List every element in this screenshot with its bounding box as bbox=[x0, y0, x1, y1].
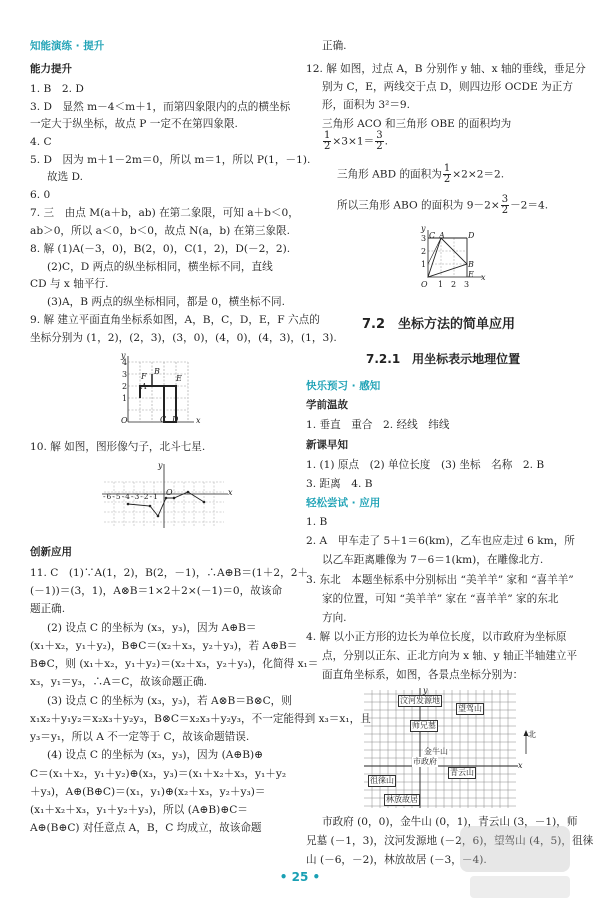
fig12-tick: 3 bbox=[421, 234, 427, 243]
fig10-x-label: x bbox=[228, 488, 233, 497]
map-label-linfang: 林放故居 bbox=[386, 795, 418, 804]
fig10-origin: O bbox=[166, 488, 173, 497]
map-label-shixiong: 师兄墓 bbox=[412, 721, 436, 730]
answer-line: 4. 解 以小正方形的边长为单位长度，以市政府为坐标原 bbox=[306, 631, 567, 643]
answer-line: 坐标分别为 (1，2)，(2，3)，(3，0)，(4，0)，(4，3)，(1，3). bbox=[30, 332, 337, 344]
answer-line: 题正确. bbox=[30, 603, 66, 615]
answer-line: (x₁＋x₂，y₁＋y₂)，B⊕C＝(x₂＋x₃，y₂＋y₃)，若 A⊕B＝ bbox=[30, 640, 298, 652]
answer-line: x₁x₂＋y₁y₂＝x₂x₃＋y₂y₃，B⊗C＝x₂x₃＋y₂y₃，不一定能得到 x₃＝x₁，且 bbox=[30, 713, 371, 725]
answer-line: 5. D 因为 m＋1－2m＝0，所以 m＝1，所以 P(1，－1). bbox=[30, 154, 311, 166]
section-heading: 7.2.1 用坐标表示地理位置 bbox=[366, 352, 521, 366]
answer-line: 3. D 显然 m－4＜m＋1，而第四象限内的点的横坐标 bbox=[30, 101, 291, 113]
fig12-tick: 2 bbox=[421, 247, 427, 256]
fig9-tick: 2 bbox=[122, 382, 128, 391]
fig9-origin: O bbox=[121, 416, 128, 425]
answer-line: ab＞0，所以 a＜0，b＜0，故点 N(a，b) 在第三象限. bbox=[30, 225, 291, 237]
fig9-point-b: B bbox=[154, 367, 160, 376]
fig9-tick: 1 bbox=[122, 394, 128, 403]
answer-line: 2. A 甲车走了 5＋1＝6(km)，乙车也应走过 6 km，所 bbox=[306, 535, 575, 547]
answer-line: 形，面积为 3²＝9. bbox=[322, 99, 411, 111]
fig9-tick: 3 bbox=[122, 370, 128, 379]
answer-line: ＋y₃)，A⊕(B⊕C)＝(x₁，y₁)⊕(x₂＋x₃，y₂＋y₃)＝ bbox=[30, 786, 266, 798]
fig12-x-label: x bbox=[481, 273, 486, 282]
answer-line: 山 (－6，－2)，林放故居 (－3，－4). bbox=[306, 854, 487, 866]
answer-line: 一定大于纵坐标，故点 P 一定不在第四象限. bbox=[30, 118, 238, 130]
fig9-point-c: C bbox=[160, 415, 167, 424]
figure-9-grid bbox=[118, 352, 198, 432]
map-label-shizhengfu: 市政府 bbox=[413, 757, 437, 766]
answer-line: x₃，y₁＝y₃，∴A＝C，故该命题正确. bbox=[30, 676, 207, 688]
fig12-point-b: B bbox=[468, 260, 474, 269]
section-test: 轻松尝试 · 应用 bbox=[306, 497, 381, 509]
heading-innovate: 创新应用 bbox=[30, 546, 72, 558]
answer-line: 1. B bbox=[306, 516, 328, 528]
answer-line: 以乙车距离雕像为 7－6＝1(km)，在雕像北方. bbox=[322, 554, 544, 566]
answer-line: C＝(x₁＋x₂，y₁＋y₂)⊕(x₃，y₃)＝(x₁＋x₂＋x₃，y₁＋y₂ bbox=[30, 768, 287, 780]
answer-line: 家的位置，可知 “美羊羊” 家在 “喜羊羊” 家的东北 bbox=[322, 593, 559, 605]
answer-line: (3) 设点 C 的坐标为 (x₃，y₃)，若 A⊗B＝B⊗C，则 bbox=[47, 695, 292, 707]
fig12-point-e: E bbox=[468, 270, 474, 279]
answer-line: CD 与 x 轴平行. bbox=[30, 278, 109, 290]
answer-line: 兄墓 (－1，3)，汶河发源地 (－2，6)，望驾山 (4，5)，徂徕 bbox=[306, 835, 594, 847]
formula-2: 三角形 ABD 的面积为 $\frac{1}{2}$ ×2×2＝2. bbox=[337, 163, 505, 185]
answer-line: 12. 解 如图，过点 A，B 分别作 y 轴、x 轴的垂线，垂足分 bbox=[306, 63, 586, 75]
answer-line: 1. B 2. D bbox=[30, 83, 84, 95]
watermark-logo bbox=[440, 818, 590, 903]
answer-line: 4. C bbox=[30, 136, 52, 148]
answer-line: (2)C，D 两点的纵坐标相同，横坐标不同，直线 bbox=[47, 261, 273, 273]
answer-line: y₃＝y₁，所以 A 不一定等于 C，故该命题错误. bbox=[30, 731, 250, 743]
answer-line: 市政府 (0，0)，金牛山 (0，1)，青云山 (3，－1)，师 bbox=[322, 816, 578, 828]
fig12-tick: 3 bbox=[464, 280, 470, 289]
answer-line: B⊕C，则 (x₁＋x₂，y₁＋y₂)＝(x₂＋x₃，y₂＋y₃)，化简得 x₁＝ bbox=[30, 658, 319, 670]
fig12-point-a: A bbox=[439, 231, 445, 240]
answer-line: 方向. bbox=[322, 612, 347, 624]
fig9-point-f: F bbox=[141, 372, 147, 381]
answer-line: 7. 三 由点 M(a＋b，ab) 在第二象限，可知 a＋b＜0， bbox=[30, 207, 299, 219]
answer-line: 正确. bbox=[322, 40, 347, 52]
answer-line: 6. 0 bbox=[30, 189, 51, 201]
heading-new: 新课早知 bbox=[306, 439, 348, 451]
section-preview: 快乐预习 · 感知 bbox=[306, 380, 381, 392]
fig12-tick: 1 bbox=[438, 280, 444, 289]
section-title: 知能演练 · 提升 bbox=[30, 40, 105, 52]
fig12-tick: 1 bbox=[421, 260, 427, 269]
map-y-label: y bbox=[423, 686, 428, 695]
heading-review: 学前温故 bbox=[306, 399, 348, 411]
fig9-tick: 4 bbox=[122, 358, 128, 367]
answer-line: 10. 解 如图，图形像勺子，北斗七星. bbox=[30, 441, 206, 453]
answer-line: 1. (1) 原点 (2) 单位长度 (3) 坐标 名称 2. B bbox=[306, 459, 545, 471]
answer-line: 3. 距离 4. B bbox=[306, 478, 373, 490]
map-label-wangjia: 望驾山 bbox=[458, 704, 482, 713]
map-label-qingyun: 青云山 bbox=[450, 768, 474, 777]
answer-line: (4) 设点 C 的坐标为 (x₃，y₃)，因为 (A⊕B)⊕ bbox=[47, 749, 264, 761]
fig12-point-c: C bbox=[429, 231, 436, 240]
chapter-heading: 7.2 坐标方法的简单应用 bbox=[362, 317, 516, 332]
formula-3: 所以三角形 ABO 的面积为 9－2× $\frac{3}{2}$ －2＝4. bbox=[337, 194, 549, 216]
map-label-jinniu: 金牛山 bbox=[424, 747, 448, 756]
answer-line: 三角形 ACO 和三角形 OBE 的面积均为 bbox=[322, 118, 512, 130]
answer-line: 9. 解 建立平面直角坐标系如图，A，B，C，D，E，F 六点的 bbox=[30, 314, 320, 326]
answer-line: 1. 垂直 重合 2. 经线 纬线 bbox=[306, 419, 450, 431]
answer-line: 11. C (1)∵A(1，2)，B(2，－1)，∴A⊕B＝(1＋2，2＋ bbox=[30, 567, 309, 579]
answer-line: 故选 D. bbox=[47, 171, 84, 183]
map-north-label: 北 bbox=[528, 730, 536, 739]
fig12-point-d: D bbox=[468, 231, 475, 240]
fig9-point-e: E bbox=[176, 374, 182, 383]
formula-1: $\frac{1}{2}$ ×3×1＝ $\frac{3}{2}$ . bbox=[324, 130, 388, 152]
answer-line: (3)A，B 两点的纵坐标相同，都是 0，横坐标不同. bbox=[47, 296, 285, 308]
fig12-y-label: y bbox=[421, 224, 426, 233]
answer-line: 面直角坐标系，如图，各景点坐标分别为： bbox=[322, 669, 524, 681]
answer-line: (2) 设点 C 的坐标为 (x₃，y₃)，因为 A⊕B＝ bbox=[47, 622, 257, 634]
map-label-culai: 徂徕山 bbox=[370, 776, 394, 785]
answer-line: 点，分别以正东、正北方向为 x 轴、y 轴正半轴建立平 bbox=[322, 650, 578, 662]
fig9-point-d: D bbox=[172, 415, 179, 424]
fig9-point-a: A bbox=[141, 382, 147, 391]
answer-line: A⊕(B⊕C) 对任意点 A，B，C 均成立，故该命题 bbox=[30, 822, 262, 834]
map-x-label: x bbox=[518, 761, 523, 770]
answer-line: (－1))＝(3，1)，A⊗B＝1×2＋2×(－1)＝0，故该命 bbox=[30, 585, 283, 597]
answer-line: 别为 C，E，两线交于点 D，则四边形 OCDE 为正方 bbox=[322, 81, 573, 93]
answer-line: 3. 东北 本题坐标系中分别标出 “美羊羊” 家和 “喜羊羊” bbox=[306, 574, 574, 586]
answer-line: 8. 解 (1)A(－3，0)，B(2，0)，C(1，2)，D(－2，2). bbox=[30, 243, 291, 255]
heading-ability: 能力提升 bbox=[30, 63, 72, 75]
map-label-wenhe: 汶河发源地 bbox=[400, 696, 440, 705]
fig9-x-label: x bbox=[196, 416, 201, 425]
answer-line: (x₁＋x₂＋x₃，y₁＋y₂＋y₃)，所以 (A⊕B)⊕C＝ bbox=[30, 804, 248, 816]
fig12-origin: O bbox=[421, 280, 428, 289]
page-number: • 25 • bbox=[279, 870, 321, 884]
fig10-y-label: y bbox=[158, 461, 163, 470]
fig12-tick: 2 bbox=[451, 280, 457, 289]
fig10-ticks: -6-5-4-3-2-1 bbox=[103, 492, 159, 501]
fig9-y-label: y bbox=[121, 351, 126, 360]
